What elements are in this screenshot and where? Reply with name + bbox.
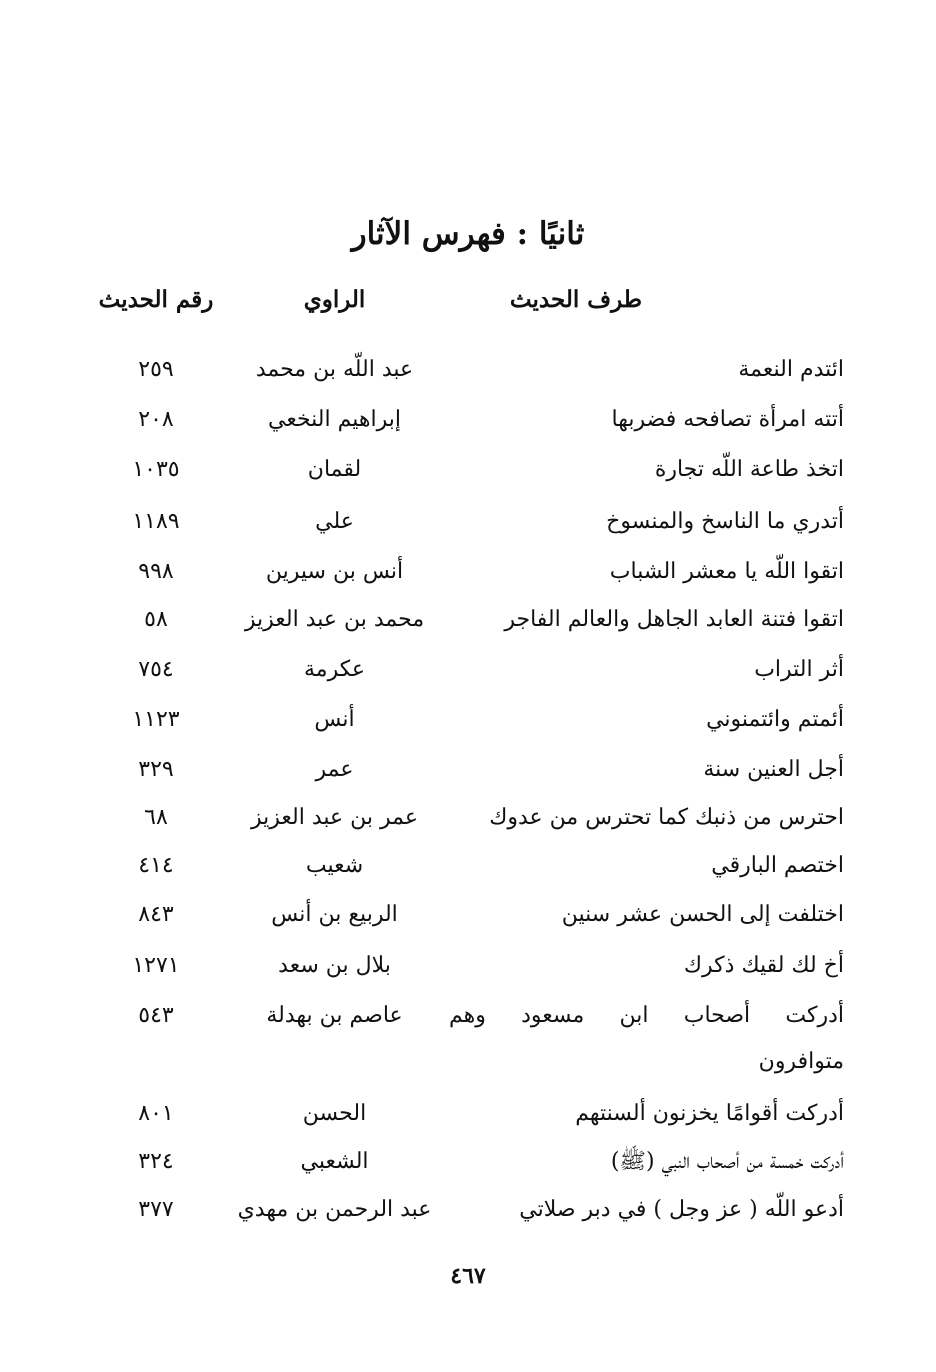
row-text: اختصم البارقي: [711, 853, 844, 878]
row-number: ١٠٣٥: [132, 457, 180, 482]
row-text: أئمتم وائتمنوني: [706, 707, 844, 732]
row-text: أدعو اللّه ( عز وجل ) في دبر صلاتي: [519, 1197, 844, 1222]
row-narrator: محمد بن عبد العزيز: [244, 607, 425, 632]
table-row: [0, 946, 936, 986]
table-row: [0, 502, 936, 542]
table-row: [0, 650, 936, 690]
row-text: أدركت خمسة من أصحاب النبي (ﷺ): [610, 1149, 844, 1174]
row-narrator: الشعبي: [300, 1149, 369, 1174]
row-number: ١١٢٣: [132, 707, 180, 732]
row-text: اختلفت إلى الحسن عشر سنين: [561, 902, 844, 927]
row-text: أتدري ما الناسخ والمنسوخ: [606, 509, 844, 534]
row-narrator: عمر: [315, 757, 354, 782]
row-text: أدركت أقوامًا يخزنون ألسنتهم: [575, 1101, 844, 1126]
row-number: ٣٧٧: [138, 1197, 174, 1222]
table-row: [0, 1142, 936, 1182]
row-narrator: علي: [315, 509, 354, 534]
row-number: ٣٢٤: [138, 1149, 174, 1174]
header-number-column: رقم الحديث: [98, 286, 214, 313]
row-narrator: شعيب: [305, 853, 364, 878]
row-narrator: الربيع بن أنس: [271, 902, 398, 927]
page-title: ثانيًا : فهرس الآثار: [351, 216, 585, 252]
row-number: ٨٤٣: [138, 902, 174, 927]
row-number: ١٢٧١: [132, 953, 180, 978]
row-narrator: عبد الرحمن بن مهدي: [237, 1197, 432, 1222]
row-text: أتته امرأة تصافحه فضربها: [611, 407, 844, 432]
row-narrator: عاصم بن بهدلة: [266, 1003, 403, 1028]
table-row: [0, 552, 936, 592]
row-text: أثر التراب: [754, 657, 844, 682]
table-row: [0, 1094, 936, 1134]
row-number: ٣٢٩: [138, 757, 174, 782]
header-text-column: طرف الحديث: [509, 286, 643, 313]
table-row: [0, 895, 936, 935]
row-number: ٥٤٣: [138, 1003, 174, 1028]
row-narrator: الحسن: [302, 1101, 367, 1126]
table-row: [0, 750, 936, 790]
row-narrator: أنس: [314, 707, 355, 732]
table-row: [0, 1190, 936, 1230]
row-text: اتقوا فتنة العابد الجاهل والعالم الفاجر: [504, 607, 844, 632]
row-narrator: عكرمة: [304, 657, 365, 682]
table-row: [0, 350, 936, 390]
page-number: ٤٦٧: [450, 1263, 486, 1289]
row-text: احترس من ذنبك كما تحترس من عدوك: [489, 805, 844, 830]
row-number: ٨٠١: [138, 1101, 174, 1126]
row-number: ١١٨٩: [132, 509, 180, 534]
row-number: ٦٨: [144, 805, 168, 830]
row-text: أخ لك لقيك ذكرك: [683, 953, 844, 978]
column-headers: [0, 280, 936, 320]
row-narrator: بلال بن سعد: [278, 953, 391, 978]
table-row: [0, 996, 936, 1036]
row-text: اتقوا اللّه يا معشر الشباب: [609, 559, 844, 584]
table-row: [0, 846, 936, 886]
row-text: أجل العنين سنة: [703, 757, 844, 782]
row-narrator: لقمان: [307, 457, 362, 482]
row-number: ٢٠٨: [138, 407, 174, 432]
row-number: ٧٥٤: [138, 657, 174, 682]
row-number: ٤١٤: [138, 853, 174, 878]
row-narrator: أنس بن سيرين: [265, 559, 404, 584]
row-text: ائتدم النعمة: [738, 357, 844, 382]
header-narrator-column: الراوي: [303, 286, 366, 313]
row-continuation: [0, 1042, 936, 1082]
row-text: أدركت أصحاب ابن مسعود وهم: [449, 1003, 844, 1028]
row-narrator: عبد اللّه بن محمد: [255, 357, 414, 382]
table-row: [0, 798, 936, 838]
row-number: ٢٥٩: [138, 357, 174, 382]
table-row: [0, 400, 936, 440]
row-text: اتخذ طاعة اللّه تجارة: [654, 457, 844, 482]
row-narrator: إبراهيم النخعي: [268, 407, 401, 432]
table-row: [0, 600, 936, 640]
row-number: ٥٨: [144, 607, 168, 632]
table-row: [0, 700, 936, 740]
row-narrator: عمر بن عبد العزيز: [251, 805, 418, 830]
table-row: [0, 450, 936, 490]
row-number: ٩٩٨: [138, 559, 174, 584]
row-text-continuation: متوافرون: [758, 1049, 844, 1074]
